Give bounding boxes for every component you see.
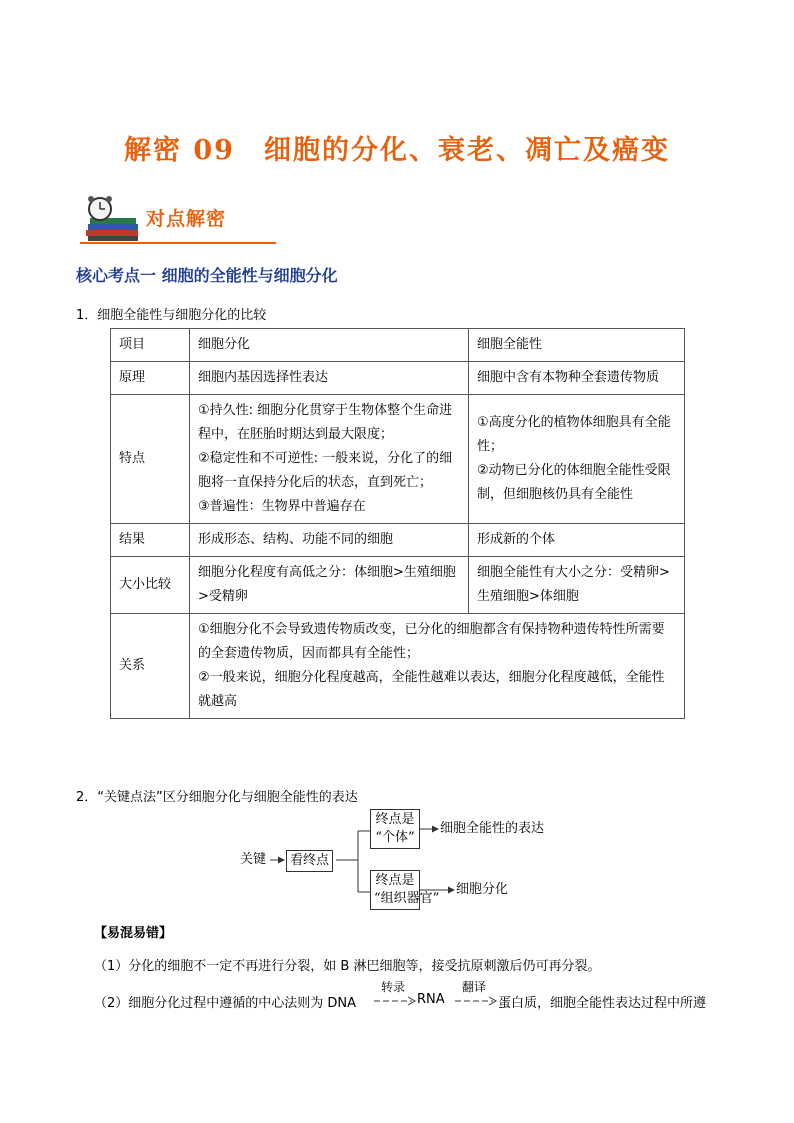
box-line: “个体”: [375, 830, 415, 845]
box-line: 终点是: [375, 812, 415, 827]
comparison-table: [110, 328, 685, 719]
table-cell: 细胞内基因选择性表达: [190, 362, 469, 395]
transcription-label: 转录: [381, 980, 406, 994]
table-cell: [190, 395, 469, 524]
header-cell: 项目: [111, 329, 190, 362]
table-row: [111, 524, 685, 557]
table-cell: 形成新的个体: [469, 524, 685, 557]
table-row: [111, 557, 685, 614]
translation-arrow: [455, 996, 497, 1006]
row-label: 结果: [111, 524, 190, 557]
header-cell: 细胞分化: [190, 329, 469, 362]
row-label: 关系: [111, 614, 190, 719]
item-2-title: 2．“关键点法”区分细胞分化与细胞全能性的表达: [76, 790, 358, 805]
notes-heading: 【易混易错】: [94, 926, 173, 941]
note-2-prefix: （2）细胞分化过程中遵循的中心法则为 DNA: [94, 996, 357, 1011]
box-line: “组织器官”: [374, 891, 440, 906]
item-1-title: 1．细胞全能性与细胞分化的比较: [76, 308, 267, 323]
diagram-key-label: 关键: [240, 852, 267, 867]
cell-line: ①持久性: 细胞分化贯穿于生物体整个生命进程中，在胚胎时期达到最大限度；: [198, 403, 453, 442]
table-cell: [469, 395, 685, 524]
alarm-clock-books-icon: [80, 196, 142, 242]
cell-line: ②一般来说，细胞分化程度越高，全能性越难以表达，细胞分化程度越低，全能性就越高: [198, 670, 665, 709]
table-cell: 细胞中含有本物种全套遗传物质: [469, 362, 685, 395]
banner-label: 对点解密: [146, 208, 227, 230]
banner-underline: [80, 242, 276, 244]
row-label: 特点: [111, 395, 190, 524]
table-row: [111, 614, 685, 719]
note-2-suffix: 蛋白质，细胞全能性表达过程中所遵: [498, 996, 707, 1011]
table-cell: 细胞全能性有大小之分：受精卵>生殖细胞>体细胞: [469, 557, 685, 614]
row-label: 原理: [111, 362, 190, 395]
page-title: 解密 09 细胞的分化、衰老、凋亡及癌变: [124, 135, 670, 166]
diagram-top-result: 细胞全能性的表达: [440, 821, 545, 836]
cell-line: ①高度分化的植物体细胞具有全能性；: [477, 415, 671, 454]
cell-line: ②动物已分化的体细胞全能性受限制，但细胞核仍具有全能性: [477, 463, 671, 502]
transcription-arrow: [374, 996, 416, 1006]
note-2-rna: RNA: [417, 992, 445, 1007]
table-cell: 细胞分化程度有高低之分：体细胞>生殖细胞>受精卵: [190, 557, 469, 614]
table-row: [111, 362, 685, 395]
header-cell: 细胞全能性: [469, 329, 685, 362]
translation-label: 翻译: [462, 980, 487, 994]
table-cell: 形成形态、结构、功能不同的细胞: [190, 524, 469, 557]
cell-line: ①细胞分化不会导致遗传物质改变，已分化的细胞都含有保持物种遗传特性所需要的全套遗传物质，因而都具有全能性；: [198, 622, 665, 661]
note-1: （1）分化的细胞不一定不再进行分裂，如 B 淋巴细胞等，接受抗原刺激后仍可再分裂。: [94, 959, 601, 974]
diagram-look-box: 看终点: [286, 850, 333, 872]
cell-line: ③普遍性：生物界中普遍存在: [198, 499, 366, 514]
box-line: 终点是: [375, 873, 415, 888]
diagram-top-box: [370, 809, 420, 849]
table-header-row: [111, 329, 685, 362]
section-banner: [80, 196, 280, 248]
key-point-diagram: [240, 807, 570, 917]
row-label: 大小比较: [111, 557, 190, 614]
diagram-bottom-result: 细胞分化: [456, 882, 509, 897]
table-cell: [190, 614, 685, 719]
diagram-bottom-box: [370, 870, 440, 910]
section-title: 核心考点一 细胞的全能性与细胞分化: [76, 266, 338, 285]
cell-line: ②稳定性和不可逆性: 一般来说，分化了的细胞将一直保持分化后的状态，直到死亡；: [198, 451, 453, 490]
table-row: [111, 395, 685, 524]
